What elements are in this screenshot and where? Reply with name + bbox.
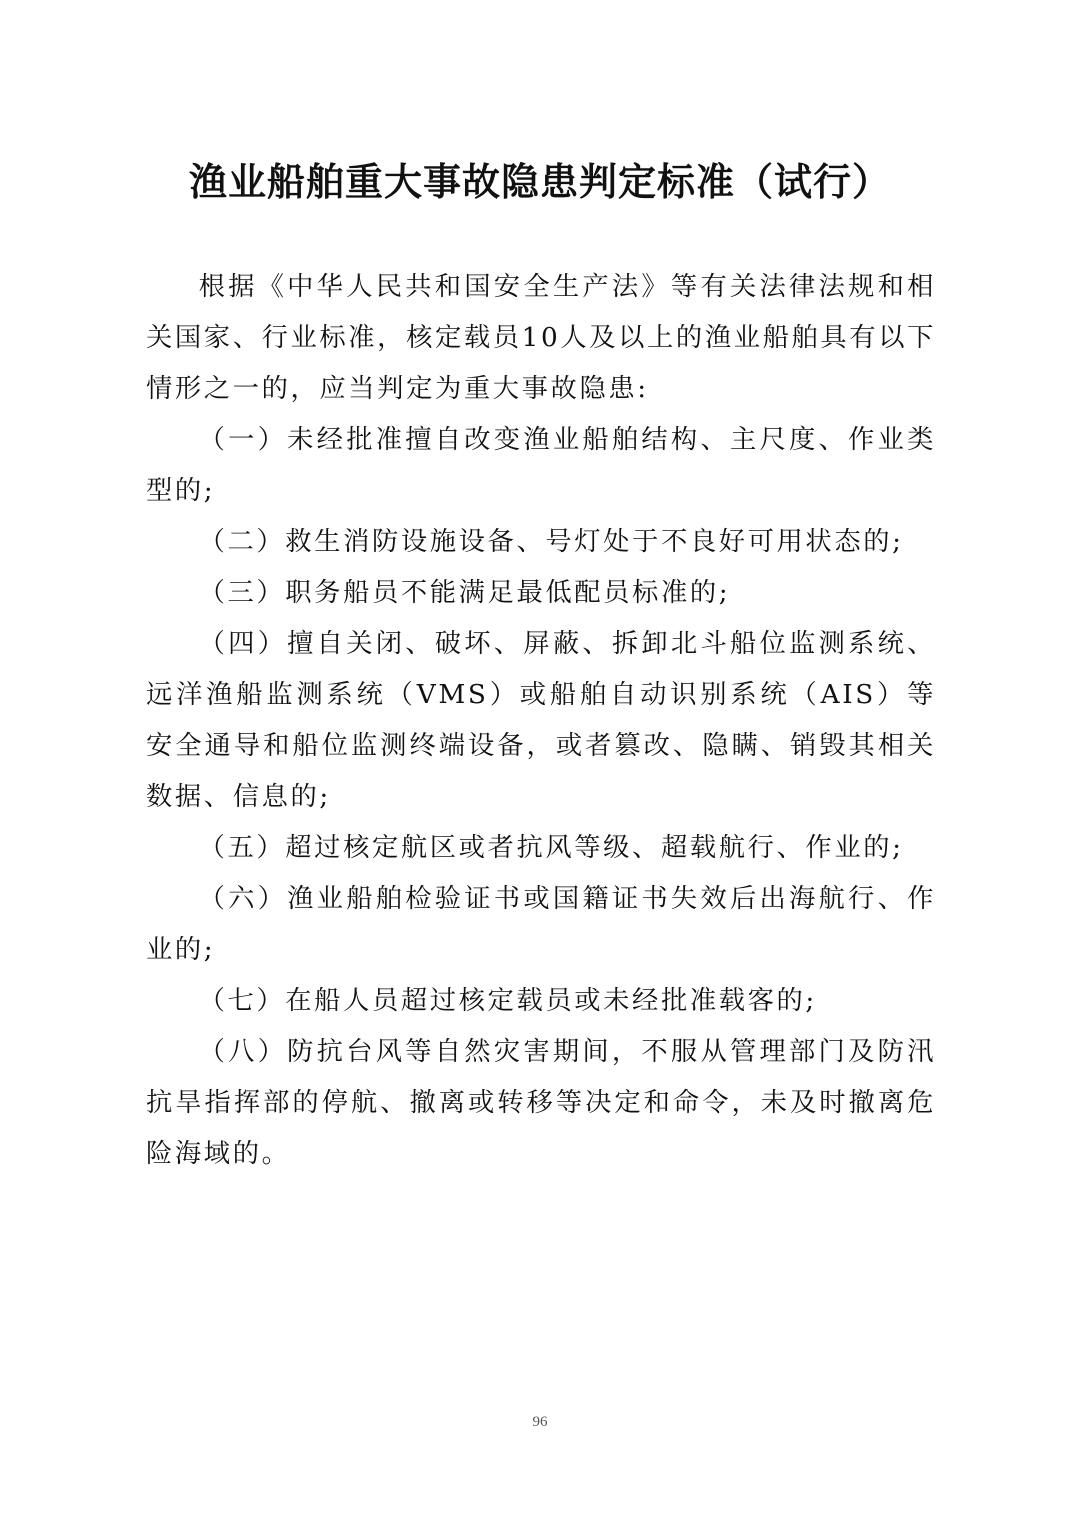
list-item-8: （八）防抗台风等自然灾害期间，不服从管理部门及防汛抗旱指挥部的停航、撤离或转移等决定和命令，未及时撤离危险海域的。 [146, 1037, 936, 1169]
document-title: 渔业船舶重大事故隐患判定标准（试行） [188, 160, 891, 204]
list-item-6: （六）渔业船舶检验证书或国籍证书失效后出海航行、作业的; [146, 884, 936, 965]
page-number: 96 [532, 1414, 548, 1430]
list-item-1: （一）未经批准擅自改变渔业船舶结构、主尺度、作业类型的; [146, 425, 936, 506]
document-body [146, 262, 936, 1180]
list-item-2: （二）救生消防设施设备、号灯处于不良好可用状态的; [198, 527, 904, 557]
list-item-4: （四）擅自关闭、破坏、屏蔽、拆卸北斗船位监测系统、远洋渔船监测系统（VMS）或船舶自动识别系统（AIS）等安全通导和船位监测终端设备，或者篡改、隐瞒、销毁其相关数据、信息的; [146, 629, 936, 812]
list-item-7: （七）在船人员超过核定载员或未经批准载客的; [198, 986, 817, 1016]
list-item-3: （三）职务船员不能满足最低配员标准的; [198, 578, 731, 608]
list-item-5: （五）超过核定航区或者抗风等级、超载航行、作业的; [198, 833, 904, 863]
intro-paragraph: 根据《中华人民共和国安全生产法》等有关法律法规和相关国家、行业标准，核定载员10人及以上的渔业船舶具有以下情形之一的，应当判定为重大事故隐患: [146, 272, 936, 404]
